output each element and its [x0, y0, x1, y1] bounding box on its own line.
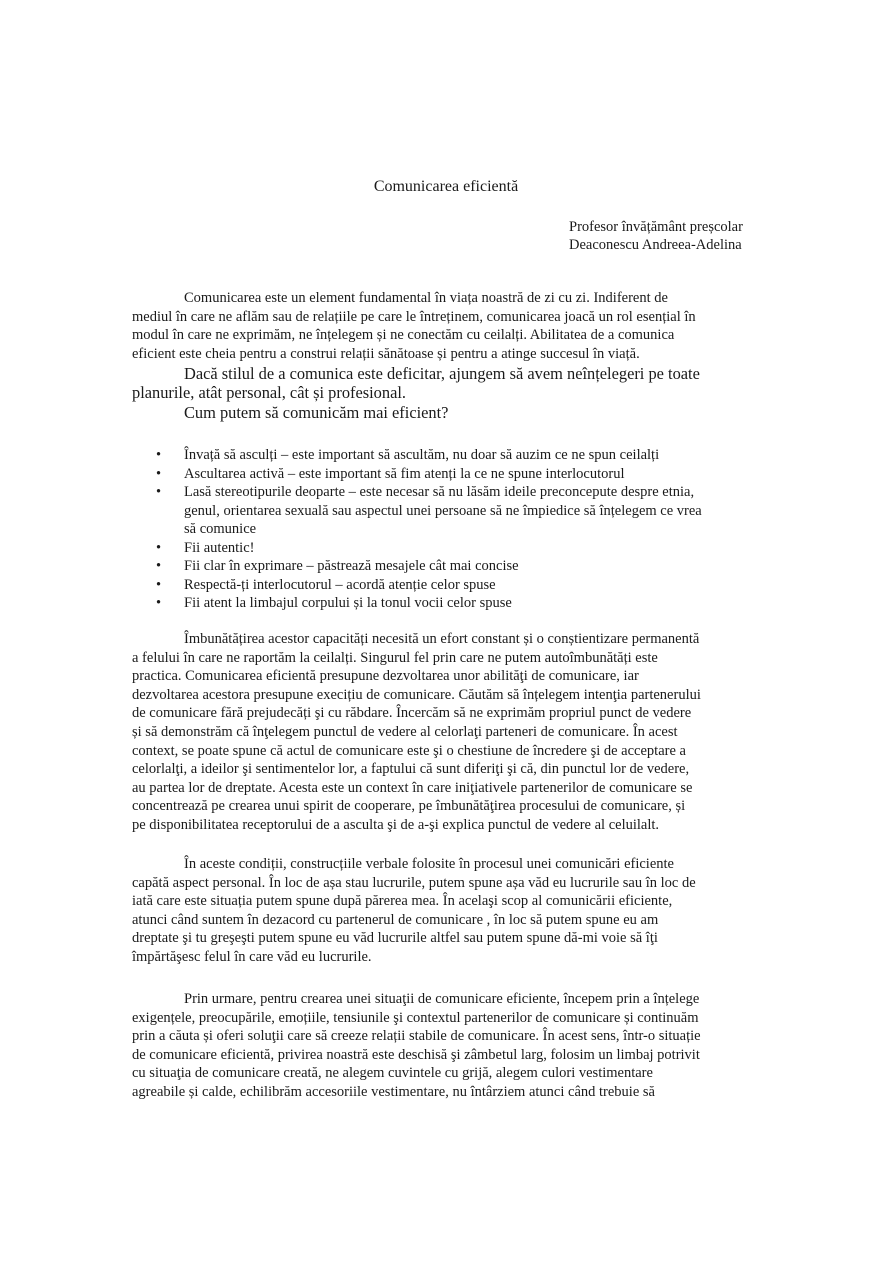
- list-item-text: Învață să asculți – este important să ascultăm, nu doar să auzim ce ne spun ceilalți: [184, 447, 660, 463]
- author-name: Deaconescu Andreea-Adelina: [569, 237, 742, 253]
- list-item-text: să comunice: [184, 521, 257, 537]
- paragraph-line: de comunicare fără prejudecăți şi cu răbdare. Încercăm să ne exprimăm propriul punct de vedere: [132, 705, 692, 722]
- paragraph-line: împărtăşesc felul în care văd eu lucrurile.: [132, 948, 372, 965]
- list-item-text: Ascultarea activă – este important să fim atenți la ce ne spune interlocutorul: [184, 465, 625, 482]
- paragraph-line: Îmbunătățirea acestor capacități necesită un efort constant și o conștientizare permanentă: [184, 631, 700, 647]
- paragraph-line: modul în care ne exprimăm, ne înțelegem și ne conectăm cu ceilalți. Abilitatea de a comunica: [132, 327, 675, 344]
- list-item: [156, 465, 776, 484]
- bullet-icon: •: [156, 539, 162, 556]
- paragraph-line: atunci când suntem în dezacord cu partenerul de comunicare , în loc să putem spune eu am: [132, 911, 659, 928]
- paragraph-line: Dacă stilul de a comunica este deficitar, ajungem să avem neînțelegeri pe toate: [184, 364, 700, 383]
- paragraph-line: Prin urmare, pentru crearea unei situaţii de comunicare eficiente, începem prin a înțelege: [184, 991, 700, 1007]
- paragraph-line: cu situaţia de comunicare creată, ne alegem cuvintele cu grijă, alegem culori vestimentare: [132, 1065, 653, 1082]
- bullet-icon: •: [156, 465, 162, 482]
- list-item: [156, 539, 776, 558]
- list-item: [156, 576, 776, 595]
- paragraph-line: Comunicarea este un element fundamental în viața noastră de zi cu zi. Indiferent de: [184, 290, 668, 306]
- intro-paragraph: [132, 289, 772, 363]
- list-item-text: Respectă-ți interlocutorul – acordă atenție celor spuse: [184, 576, 496, 593]
- paragraph-line: agreabile și calde, echilibrăm accesoriile vestimentare, nu întârziem atunci când trebuie să: [132, 1083, 655, 1100]
- bullet-icon: •: [156, 558, 162, 574]
- paragraph-line: exigențele, preocupările, emoțiile, tensiunile şi contextul partenerilor de comunicare și continuăm: [132, 1009, 699, 1026]
- question-heading: Cum putem să comunicăm mai eficient?: [184, 402, 449, 422]
- paragraph-line: celorlalţi, a ideilor şi sentimentelor lor, a faptului că sunt diferiţi şi că, din punctul lor de vedere,: [132, 761, 690, 778]
- bullet-icon: •: [156, 484, 162, 500]
- paragraph-line: au partea lor de dreptate. Acesta este un context în care iniţiativele partenerilor de comunicare se: [132, 779, 693, 796]
- paragraph-line: dreptate şi tu greşeşti putem spune eu văd lucrurile altfel sau putem spune dă-mi voie să îţi: [132, 930, 658, 947]
- bullet-icon: •: [156, 595, 162, 611]
- paragraph-line: practica. Comunicarea eficientă presupune dezvoltarea unor abilităţi de comunicare, iar: [132, 668, 639, 685]
- improvement-paragraph: [132, 630, 772, 835]
- list-item-text: genul, orientarea sexuală sau aspectul unei persoane să ne împiedice să înțelegem ce vrea: [184, 502, 702, 519]
- list-item: [156, 594, 776, 613]
- bullet-icon: •: [156, 447, 162, 463]
- author-block: [569, 218, 743, 254]
- bullet-icon: •: [156, 576, 162, 593]
- list-item-text: Fii atent la limbajul corpului și la tonul vocii celor spuse: [184, 595, 512, 611]
- list-item-text: Fii autentic!: [184, 539, 255, 556]
- list-item-text: Lasă stereotipurile deoparte – este necesar să nu lăsăm ideile preconcepute despre etnia,: [184, 484, 695, 500]
- paragraph-line: iată care este situația putem spune după părerea mea. În acelaşi scop al comunicării eficiente,: [132, 893, 673, 910]
- paragraph-line: prin a căuta și oferi soluţii care să creeze relații stabile de comunicare. În acest sens, într-o situație: [132, 1028, 701, 1045]
- paragraph-line: a felului în care ne raportăm la ceilalți. Singurul fel prin care ne putem autoîmbunătăți este: [132, 649, 658, 666]
- paragraph-line: capătă aspect personal. În loc de așa stau lucrurile, putem spune așa văd eu lucrurile sau în loc de: [132, 874, 696, 891]
- list-item-text: Fii clar în exprimare – păstrează mesajele cât mai concise: [184, 558, 519, 574]
- paragraph-line: pe disponibilitatea receptorului de a asculta şi de a-şi explica punctul de vedere al celuilalt.: [132, 816, 660, 833]
- list-item: [156, 557, 776, 576]
- tips-list: [156, 446, 776, 613]
- paragraph-line: În aceste condiții, construcțiile verbale folosite în procesul unei comunicări eficiente: [184, 856, 674, 872]
- paragraph-line: și să demonstrăm că înţelegem punctul de vedere al celorlaţi parteneri de comunicare. În acest: [132, 723, 678, 740]
- deficit-paragraph: [132, 364, 772, 422]
- paragraph-line: eficient este cheia pentru a construi relații sănătoase și pentru a atinge succesul în viață.: [132, 345, 640, 362]
- paragraph-line: concentrează pe crearea unui spirit de cooperare, pe îmbunătăţirea procesului de comunicare, și: [132, 798, 686, 815]
- conditions-paragraph: [132, 855, 772, 967]
- paragraph-line: planurile, atât personal, cât și profesional.: [132, 383, 406, 403]
- paragraph-line: context, se poate spune că actul de comunicare este şi o chestiune de încredere şi de acceptare a: [132, 742, 686, 759]
- conclusion-paragraph: [132, 990, 772, 1102]
- paragraph-line: de comunicare eficientă, privirea noastră este deschisă şi zâmbetul larg, folosim un limbaj potrivit: [132, 1046, 700, 1063]
- paragraph-line: dezvoltarea acestora presupune execițiu de comunicare. Căutăm să înțelegem intenţia partenerului: [132, 686, 701, 703]
- document-title: Comunicarea eficientă: [373, 178, 519, 195]
- author-role: Profesor învățământ preșcolar: [569, 219, 743, 235]
- list-item: [156, 483, 776, 539]
- list-item: [156, 446, 776, 465]
- paragraph-line: mediul în care ne aflăm sau de relațiile pe care le întreținem, comunicarea joacă un rol esențial în: [132, 308, 696, 325]
